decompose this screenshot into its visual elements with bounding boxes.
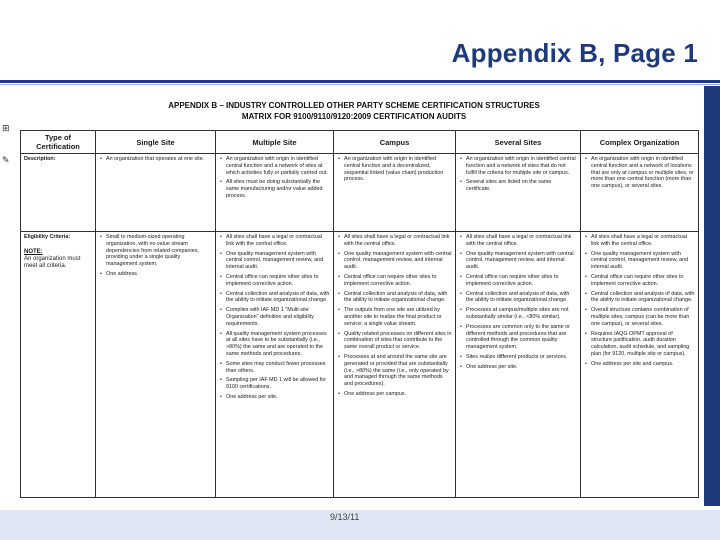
list-item: • One quality management system with central control, management review, and internal audit. [591, 251, 695, 271]
table-header-row [21, 131, 699, 154]
cell [334, 154, 456, 232]
list-item: • Sampling per IAF MD 1 will be allowed for 9100 certifications. [226, 377, 330, 391]
header-single-site: Single Site [96, 131, 216, 154]
list-item: • Quality related processes on different sites in combination of sites that contribute to the same overall product or service. [344, 331, 452, 351]
list-item: • Central office can require other sites to implement corrective action. [466, 274, 577, 288]
header-complex-organization: Complex Organization [581, 131, 699, 154]
list-item: • Central office can require other sites to implement corrective action. [591, 274, 695, 288]
list-item: • One quality management system with central control, management review, and internal audit. [226, 251, 330, 271]
list-item: • Complies with IAF MD 1 "Multi-site Organization" definition and eligibility requirements. [226, 307, 330, 327]
slide-title: Appendix B, Page 1 [451, 38, 698, 68]
certification-matrix-table [20, 130, 699, 498]
cell [216, 232, 334, 498]
header-several-sites: Several Sites [456, 131, 581, 154]
list-item: • An organization with origin in identified central function and a network of sites at which activities fully or partially carried out. [226, 156, 330, 176]
cell [581, 154, 699, 232]
list-item: • Small to medium-sized operating organization, with no value stream dependencies from related companies, providing under a single quality management system. [106, 234, 212, 268]
list-item: • All sites shall have a legal or contractual link with the central office. [226, 234, 330, 248]
list-item: • An organization with origin in identified central function and a network of sites that do not fulfill the criteria for multiple site or campus. [466, 156, 577, 176]
list-item: • Sites realize different products or services. [466, 354, 577, 361]
list-item: • Processes at and around the same site are generated or provided that are substantially (i.e., >80%) the same (i.e., only operated by and managed through the same methods and procedures). [344, 354, 452, 388]
list-item: • Requires IAQG OPMT approval of structure justification, audit duration calculation, audit schedule, and sampling plan (for 9120, multiple site or campus). [591, 331, 695, 358]
title-rule [0, 80, 720, 83]
pencil-icon[interactable]: ✎ [2, 156, 10, 166]
cell [334, 232, 456, 498]
list-item: • Some sites may conduct fewer processes than others. [226, 361, 330, 375]
list-item: • One quality management system with central control, management review, and internal audit. [466, 251, 577, 271]
list-item: • Several sites are listed on the same certificate. [466, 179, 577, 193]
table-row-eligibility [21, 232, 699, 498]
document-heading-line-2: MATRIX FOR 9100/9110/9120:2009 CERTIFICATION AUDITS [241, 112, 467, 121]
appendix-document [8, 96, 700, 510]
list-item: • One address per site and campus. [591, 361, 695, 368]
list-item: • All sites must be doing substantially the same manufacturing and/or value added process. [226, 179, 330, 199]
list-item: • An organization with origin in identified central function and a decentralized, sequential linked (value chain) production process. [344, 156, 452, 183]
cell [456, 154, 581, 232]
document-heading [8, 100, 700, 122]
row-label-eligibility [21, 232, 96, 498]
list-item: • Central collection and analysis of data, with the ability to initiate organizational change. [226, 291, 330, 305]
list-item: • Central collection and analysis of data, with the ability to initiate organizational change. [466, 291, 577, 305]
right-accent-band [704, 86, 720, 506]
table-row-description [21, 154, 699, 232]
list-item: • Central collection and analysis of data, with the ability to initiate organizational change. [591, 291, 695, 305]
footer-bar [0, 510, 720, 540]
header-type-of-certification: Type of Certification [21, 131, 96, 154]
list-item: • One address per site. [226, 394, 330, 401]
list-item: • An organization with origin in identified central function and a network of locations that are only at campus or multiple sites, or more than one central function (more than one campus), or several sites. [591, 156, 695, 190]
list-item: • Central office can require other sites to implement corrective action. [226, 274, 330, 288]
row-label-description: Description: [21, 154, 96, 232]
eligibility-label: Eligibility Criteria: [24, 234, 71, 240]
list-item: • All sites shall have a legal or contractual link with the central office. [591, 234, 695, 248]
list-item: • One address. [106, 271, 212, 278]
title-subrule [0, 84, 720, 85]
list-item: • Processes are common only to the same or different methods and procedures that are controlled through the common quality management system. [466, 324, 577, 351]
list-item: • Central office can require other sites to implement corrective action. [344, 274, 452, 288]
list-item: • One address per site. [466, 364, 577, 371]
note-text: An organization must meet all criteria. [24, 255, 81, 269]
list-item: • One quality management system with central control, management review, and internal audit. [344, 251, 452, 271]
document-heading-line-1: APPENDIX B – INDUSTRY CONTROLLED OTHER PARTY SCHEME CERTIFICATION STRUCTURES [168, 101, 540, 110]
note-label: NOTE: [24, 248, 43, 255]
page-number: 9/13/11 [330, 512, 360, 522]
header-campus: Campus [334, 131, 456, 154]
cell [96, 232, 216, 498]
cell [456, 232, 581, 498]
list-item: • All sites shall have a legal or contractual link with the central office. [344, 234, 452, 248]
list-item: • One address per campus. [344, 391, 452, 398]
list-item: • All sites shall have a legal or contractual link with the central office. [466, 234, 577, 248]
list-item: • The outputs from one site are utilized by another site to realize the final product or service; a single value stream. [344, 307, 452, 327]
header-multiple-site: Multiple Site [216, 131, 334, 154]
list-item: • Processes at campus/multiple sites are not substantially similar (i.e., <80% similar). [466, 307, 577, 321]
list-item: • An organization that operates at one site. [106, 156, 212, 163]
expand-icon[interactable]: ⊞ [2, 124, 10, 134]
list-item: • Central collection and analysis of data, with the ability to initiate organizational change. [344, 291, 452, 305]
list-item: • All quality management system processes at all sites have to be substantially (i.e., >80%) the same and are operated to the same methods and procedures. [226, 331, 330, 358]
cell [96, 154, 216, 232]
cell [581, 232, 699, 498]
list-item: • Overall structure contains combination of multiple sites, campus (can be more than one campus), or several sites. [591, 307, 695, 327]
cell [216, 154, 334, 232]
